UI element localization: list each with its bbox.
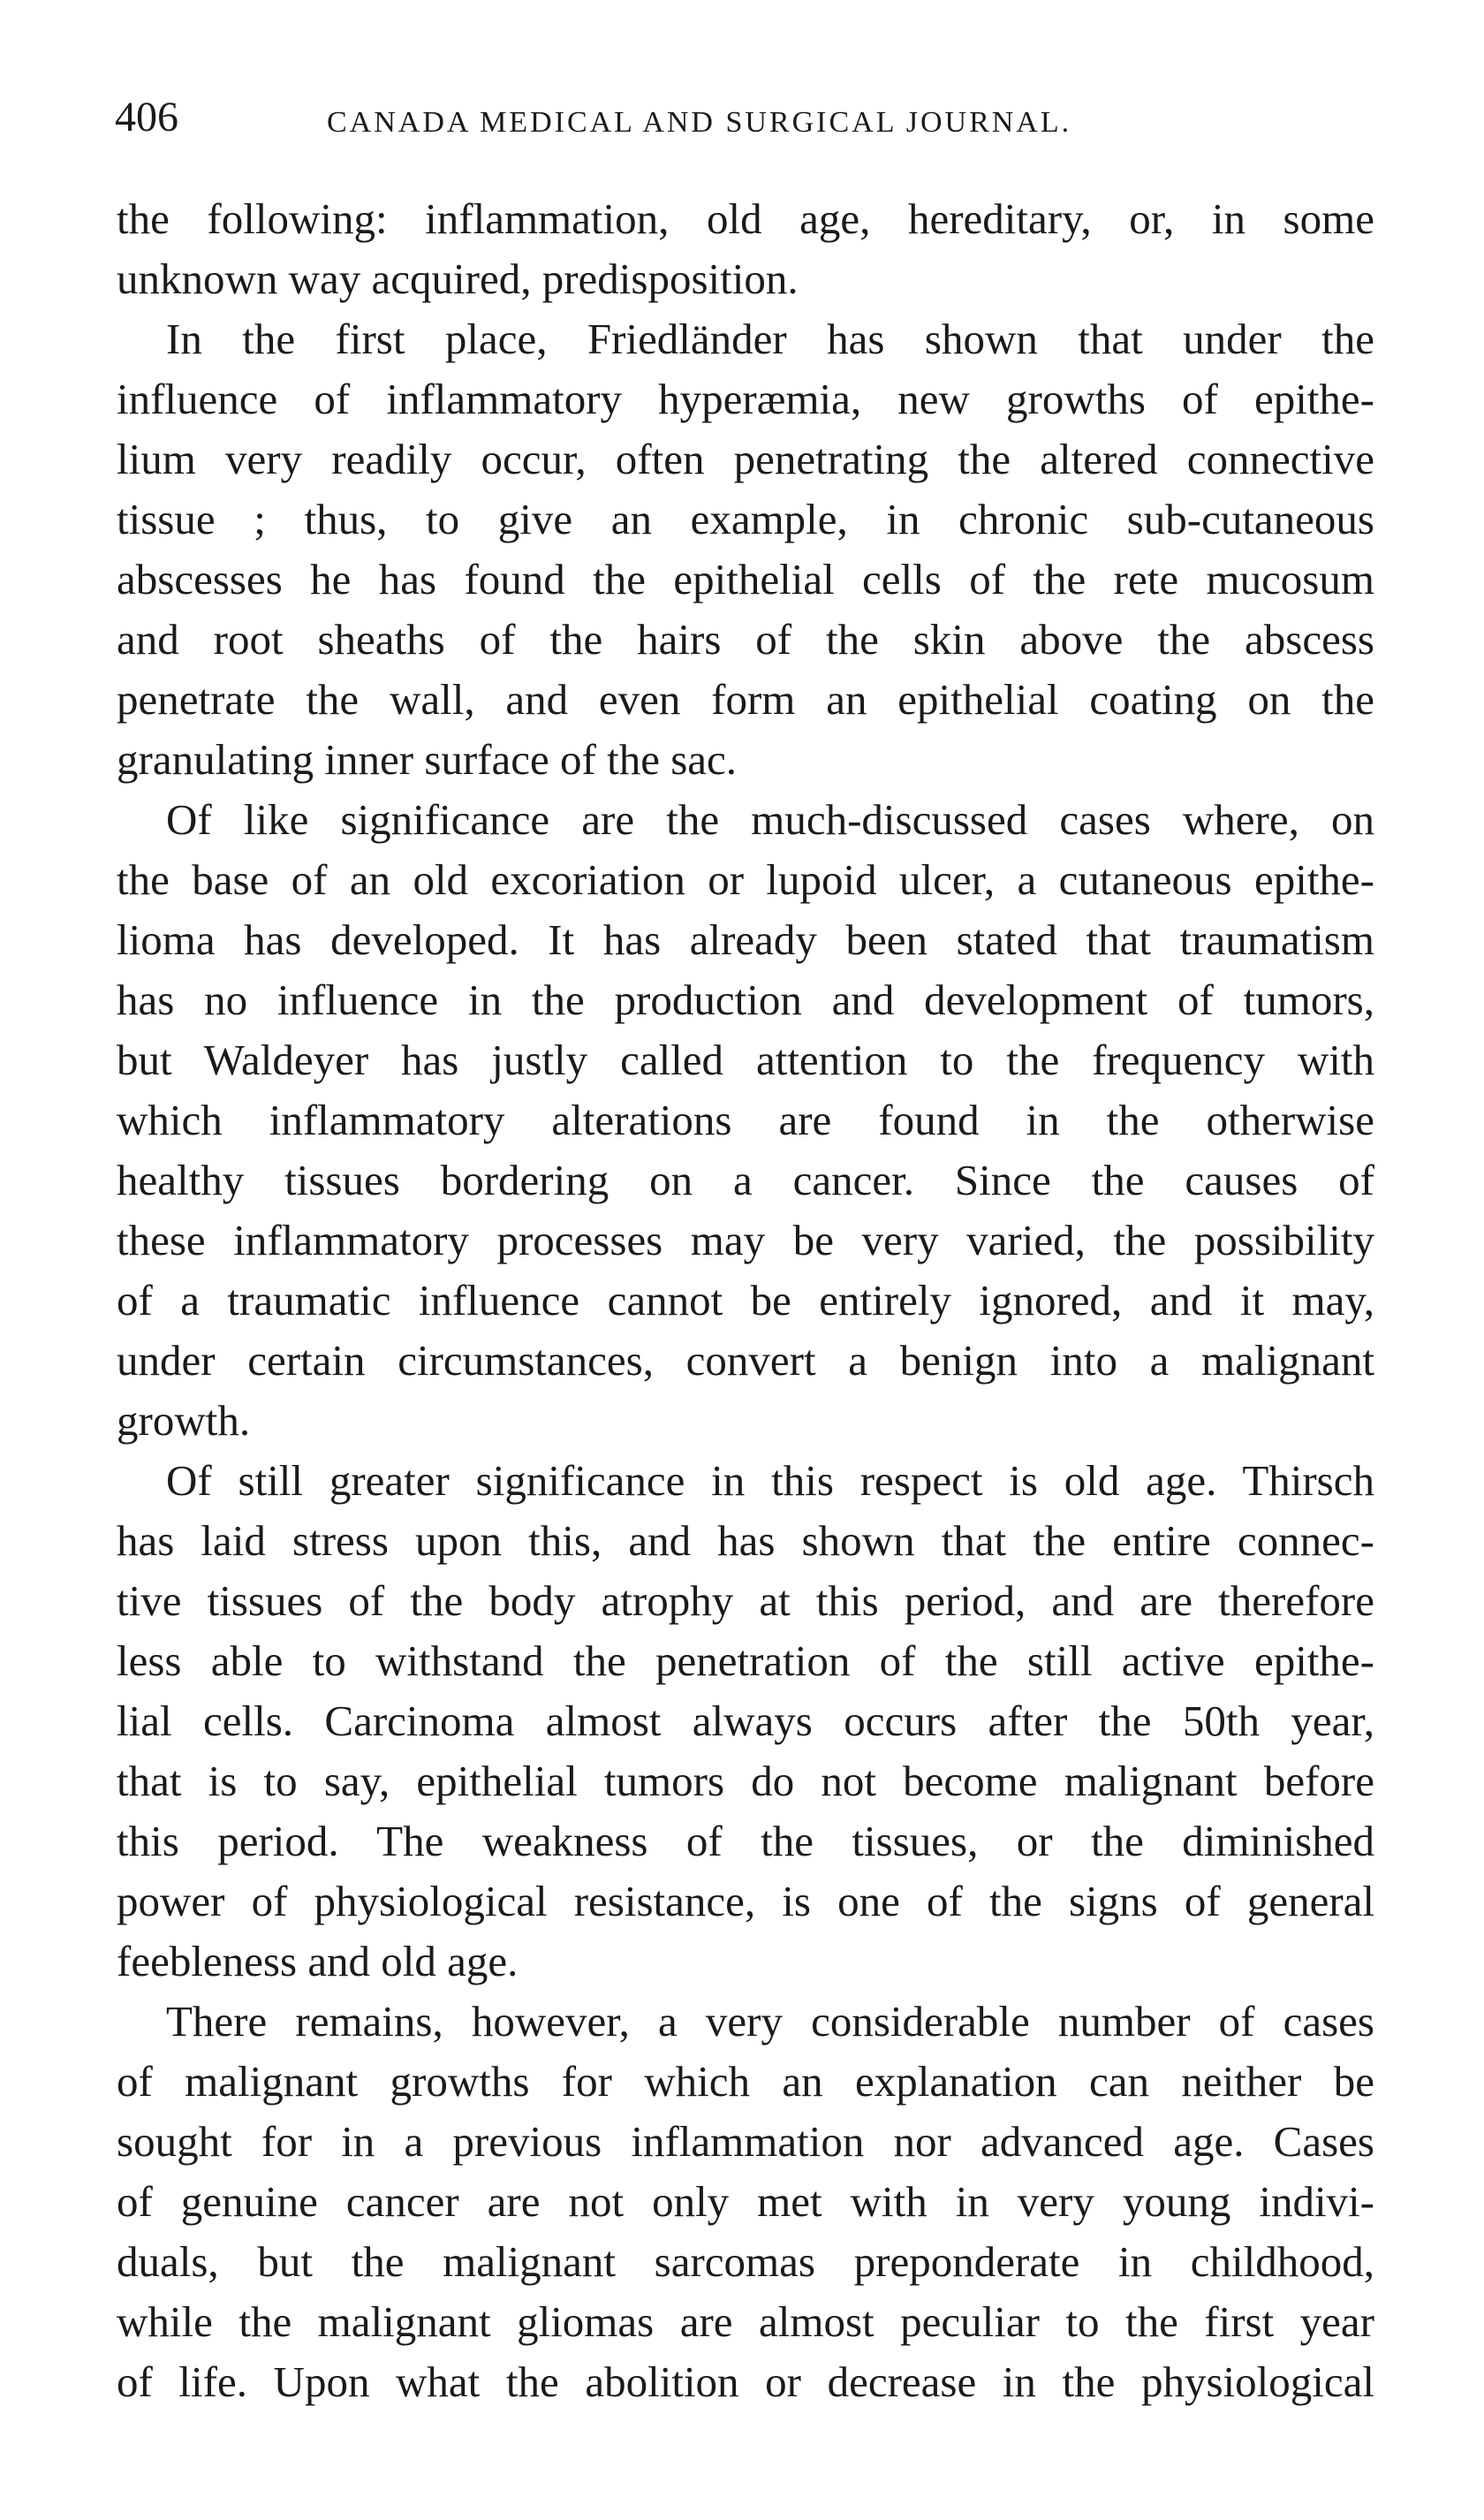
text-line: lium very readily occur, often penetrating the altered connective (117, 435, 1374, 483)
text-line: that is to say, epithelial tumors do not become malignant before (117, 1757, 1374, 1805)
text-line: abscesses he has found the epithelial cells of the rete mucosum (117, 555, 1374, 603)
text-line: Of like significance are the much-discussed cases where, on (166, 795, 1374, 844)
text-line: influence of inflammatory hyperæmia, new growths of epithe- (117, 375, 1374, 423)
paragraph (117, 1992, 1374, 2412)
text-line: lial cells. Carcinoma almost always occurs after the 50th year, (117, 1696, 1374, 1745)
text-line: has no influence in the production and development of tumors, (117, 975, 1374, 1024)
text-line: Of still greater significance in this respect is old age. Thirsch (166, 1456, 1374, 1505)
text-line: tissue ; thus, to give an example, in chronic sub-cutaneous (117, 495, 1374, 543)
text-line: duals, but the malignant sarcomas preponderate in childhood, (117, 2237, 1374, 2286)
running-head (115, 87, 1369, 148)
text-line: the following: inflammation, old age, hereditary, or, in some (117, 194, 1374, 243)
text-line: sought for in a previous inflammation nor advanced age. Cases (117, 2117, 1374, 2166)
text-line: healthy tissues bordering on a cancer. Since the causes of (117, 1156, 1374, 1204)
text-line: under certain circumstances, convert a benign into a malignant (117, 1336, 1374, 1385)
body-text (117, 189, 1374, 2412)
text-line: lioma has developed. It has already been stated that traumatism (117, 915, 1374, 964)
paragraph (117, 790, 1374, 1451)
text-line: unknown way acquired, predisposition. (117, 254, 799, 303)
text-line: has laid stress upon this, and has shown that the entire connec- (117, 1516, 1374, 1565)
text-line: these inflammatory processes may be very varied, the possibility (117, 1216, 1374, 1264)
text-line: tive tissues of the body atrophy at this period, and are therefore (117, 1576, 1374, 1625)
text-line: penetrate the wall, and even form an epithelial coating on the (117, 675, 1374, 724)
journal-title: CANADA MEDICAL AND SURGICAL JOURNAL. (327, 106, 1072, 139)
paragraph (117, 1451, 1374, 1992)
text-line: of life. Upon what the abolition or decrease in the physiological (117, 2357, 1374, 2406)
paragraph (117, 309, 1374, 790)
text-line: There remains, however, a very considerable number of cases (166, 1997, 1374, 2046)
text-line: while the malignant gliomas are almost peculiar to the first year (117, 2297, 1374, 2346)
text-line: of a traumatic influence cannot be entirely ignored, and it may, (117, 1276, 1374, 1325)
text-line: power of physiological resistance, is one of the signs of general (117, 1877, 1374, 1925)
text-line: which inflammatory alterations are found in the otherwise (117, 1096, 1374, 1144)
paragraph (117, 189, 1374, 309)
text-line: In the first place, Friedländer has shown that under the (166, 315, 1374, 363)
text-line: feebleness and old age. (117, 1937, 519, 1985)
page-number: 406 (115, 94, 178, 140)
text-line: granulating inner surface of the sac. (117, 735, 738, 784)
text-line: this period. The weakness of the tissues, or the diminished (117, 1817, 1374, 1865)
text-line: of malignant growths for which an explanation can neither be (117, 2057, 1374, 2106)
text-line: growth. (117, 1396, 251, 1445)
text-line: of genuine cancer are not only met with in very young indivi- (117, 2177, 1374, 2226)
text-line: less able to withstand the penetration of the still active epithe- (117, 1636, 1374, 1685)
text-line: but Waldeyer has justly called attention to the frequency with (117, 1036, 1374, 1084)
text-line: the base of an old excoriation or lupoid ulcer, a cutaneous epithe- (117, 855, 1374, 904)
text-line: and root sheaths of the hairs of the skin above the abscess (117, 615, 1374, 664)
